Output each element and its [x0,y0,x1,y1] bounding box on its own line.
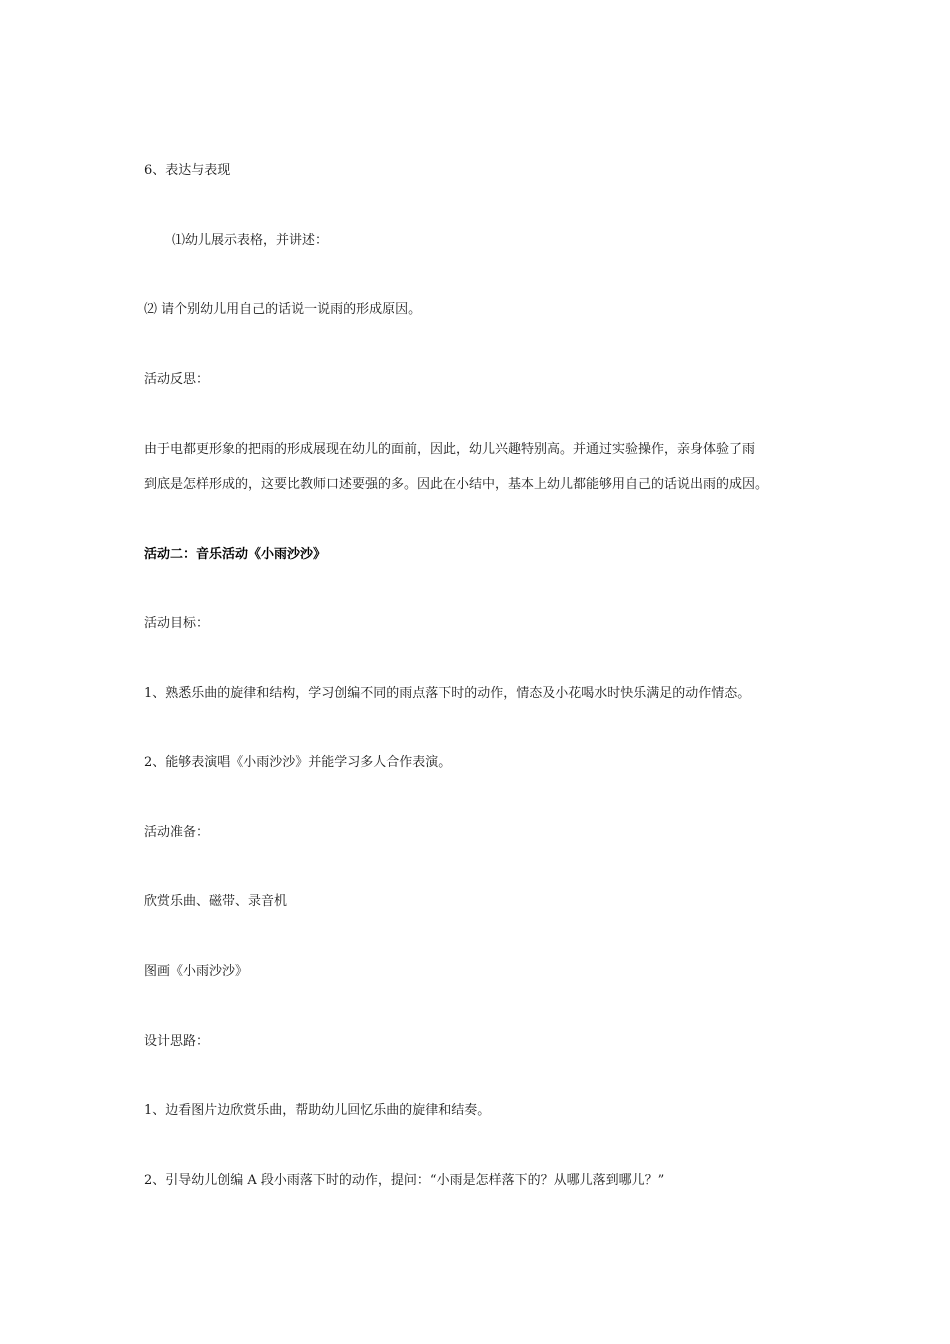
design-item-2: 2、引导幼儿创编 A 段小雨落下时的动作，提问：“小雨是怎样落下的？从哪儿落到哪儿？” [144,1173,665,1188]
design-item-1: 1、边看图片边欣赏乐曲，帮助幼儿回忆乐曲的旋律和结奏。 [144,1103,491,1118]
design-heading: 设计思路： [144,1034,210,1049]
goals-heading: 活动目标： [144,616,210,631]
reflection-text-line-1: 由于电都更形象的把雨的形成展现在幼儿的面前，因此，幼儿兴趣特别高。并通过实验操作，亲身体验了雨 [144,442,756,457]
step-6-heading: 6、表达与表现 [144,163,231,178]
preparation-heading: 活动准备： [144,825,210,840]
step-6-item-1: ⑴幼儿展示表格，并讲述： [172,233,329,248]
goal-item-2: 2、能够表演唱《小雨沙沙》并能学习多人合作表演。 [144,755,452,770]
preparation-item-2: 图画《小雨沙沙》 [144,964,249,979]
activity-two-title: 活动二：音乐活动《小雨沙沙》 [144,547,327,562]
step-6-item-2: ⑵ 请个别幼儿用自己的话说一说雨的形成原因。 [144,302,422,317]
reflection-text-line-2: 到底是怎样形成的，这要比教师口述要强的多。因此在小结中，基本上幼儿都能够用自己的话说出雨的成因。 [144,477,769,492]
reflection-heading: 活动反思： [144,372,210,387]
goal-item-1: 1、熟悉乐曲的旋律和结构，学习创编不同的雨点落下时的动作，情态及小花喝水时快乐满足的动作情态。 [144,686,751,701]
preparation-item-1: 欣赏乐曲、磁带、录音机 [144,894,288,909]
